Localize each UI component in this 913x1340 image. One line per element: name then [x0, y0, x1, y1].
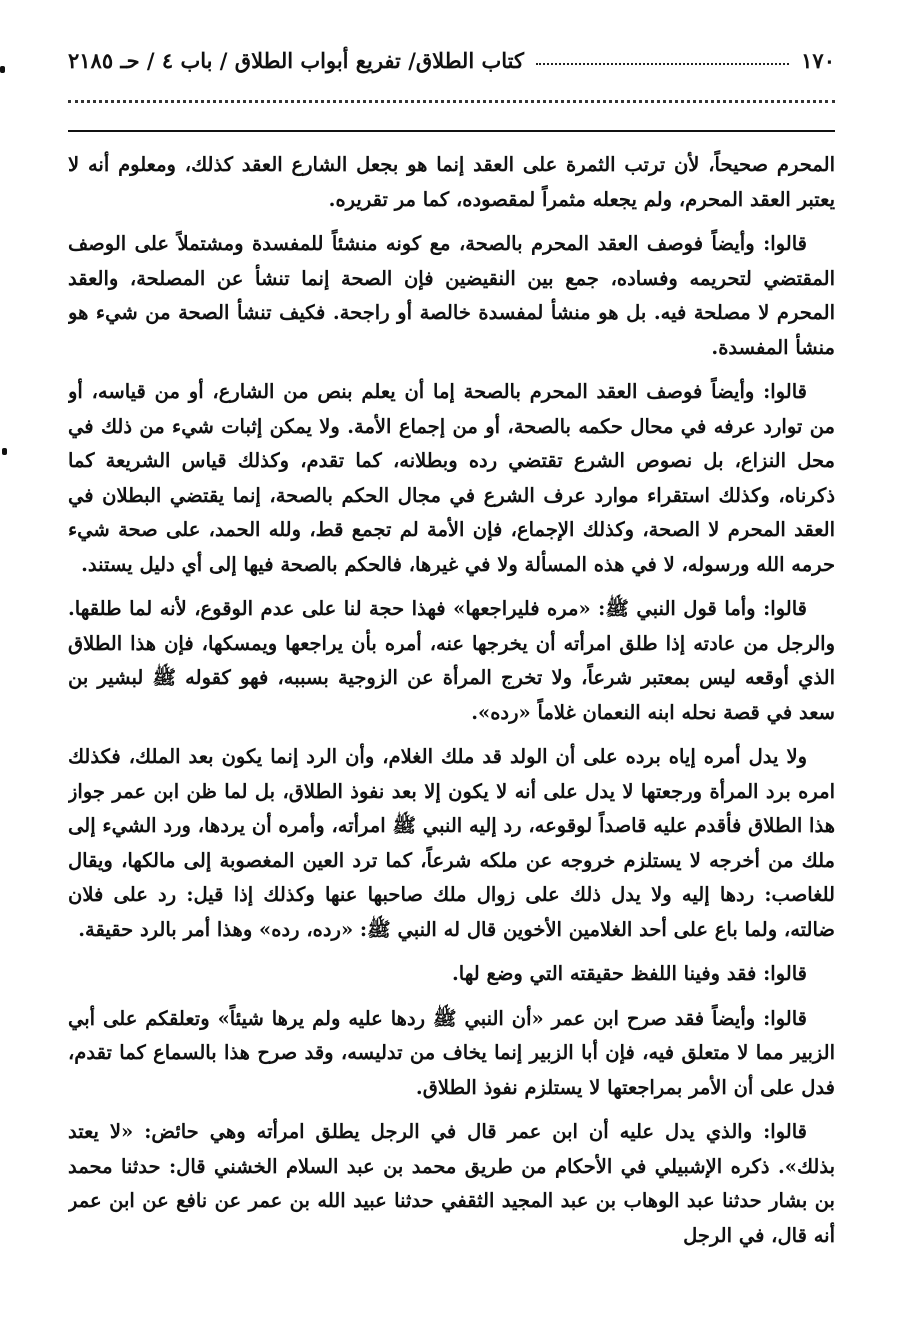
scan-mark	[2, 448, 7, 455]
paragraph: قالوا: فقد وفينا اللفظ حقيقته التي وضع لها.	[452, 962, 807, 985]
paragraph: قالوا: وأيضاً فوصف العقد المحرم بالصحة، مع كونه منشئاً للمفسدة ومشتملاً على الوصف المقتضي لتحريمه وفساده، جمع بين النقيضين فإن الصحة إنما تنشأ عن المصلحة، والعقد المحرم لا مصلحة فيه. بل هو منشأ لمفسدة خالصة أو راجحة. فكيف تنشأ الصحة من شيء هو منشأ المفسدة.	[68, 232, 835, 359]
header-dot-leader	[536, 63, 789, 65]
paragraph: المحرم صحيحاً، لأن ترتب الثمرة على العقد إنما هو بجعل الشارع العقد كذلك، ومعلوم أنه لا يعتبر العقد المحرم، ولم يجعله مثمراً لمقصوده، كما مر تقريره.	[68, 153, 835, 211]
paragraph: قالوا: وأما قول النبي ﷺ: «مره فليراجعها» فهذا حجة لنا على عدم الوقوع، لأنه لما طلقها. والرجل من عادته إذا طلق امرأته أن يخرجها عنه، أمره بأن يراجعها ويمسكها، فإن هذا الطلاق الذي أوقعه ليس بمعتبر شرعاً، ولا تخرج المرأة عن الزوجية بسببه، فهو كقوله ﷺ لبشير بن سعد في قصة نحله ابنه النعمان غلاماً «رده».	[68, 597, 835, 724]
header-rule	[68, 130, 835, 132]
paragraph: ولا يدل أمره إياه برده على أن الولد قد ملك الغلام، وأن الرد إنما يكون بعد الملك، فكذلك امره برد المرأة ورجعتها لا يدل على أنه لا يكون إلا بعد نفوذ الطلاق، بل لما ظن ابن عمر جواز هذا الطلاق فأقدم عليه قاصداً لوقوعه، رد إليه النبي ﷺ امرأته، وأمره أن يردها، ورد الشيء إلى ملك من أخرجه لا يستلزم خروجه عن ملكه شرعاً، كما ترد العين المغصوبة إلى مالكها، ويقال للغاصب: ردها إليه ولا يدل ذلك على زوال ملك صاحبها عنها وكذلك إذا قيل: رد على فلان ضالته، ولما باع على أحد الغلامين الأخوين قال له النبي ﷺ: «رده، رده» وهذا أمر بالرد حقيقة.	[68, 745, 835, 941]
running-title: كتاب الطلاق/ تفريع أبواب الطلاق / باب ٤ / حـ ٢١٨٥	[68, 47, 524, 73]
dotted-separator	[68, 100, 835, 103]
scan-mark	[0, 66, 5, 73]
paragraph: قالوا: وأيضاً فقد صرح ابن عمر «أن النبي ﷺ ردها عليه ولم يرها شيئاً» وتعلقكم على أبي الزبير مما لا متعلق فيه، فإن أبا الزبير إنما يخاف من تدليسه، وقد صرح هذا بالسماع كما تقدم، فدل على أن الأمر بمراجعتها لا يستلزم نفوذ الطلاق.	[68, 1006, 835, 1099]
page-body	[68, 148, 835, 1316]
running-header	[68, 40, 835, 80]
paragraph: قالوا: وأيضاً فوصف العقد المحرم بالصحة إما أن يعلم بنص من الشارع، أو من قياسه، أو من توارد عرفه في محال حكمه بالصحة، أو من إجماع الأمة. ولا يمكن إثبات شيء من ذلك في محل النزاع، بل نصوص الشرع تقتضي رده وبطلانه، كما تقدم، وكذلك قياس الشريعة كما ذكرناه، وكذلك استقراء موارد عرف الشرع في مجال الحكم بالصحة، إنما يقتضي البطلان في العقد المحرم لا الصحة، وكذلك الإجماع، فإن الأمة لم تجمع قط، ولله الحمد، على صحة شيء حرمه الله ورسوله، لا في هذه المسألة ولا في غيرها، فالحكم بالصحة فيها إلى أي دليل يستند.	[68, 380, 835, 576]
paragraph: قالوا: والذي يدل عليه أن ابن عمر قال في الرجل يطلق امرأته وهي حائض: «لا يعتد بذلك». ذكره الإشبيلي في الأحكام من طريق محمد بن عبد السلام الخشني قال: حدثنا محمد بن بشار حدثنا عبد الوهاب بن عبد المجيد الثقفي حدثنا عبيد الله بن عمر عن نافع عن ابن عمر أنه قال، في الرجل	[68, 1120, 835, 1247]
page-number: ١٧٠	[801, 47, 835, 73]
